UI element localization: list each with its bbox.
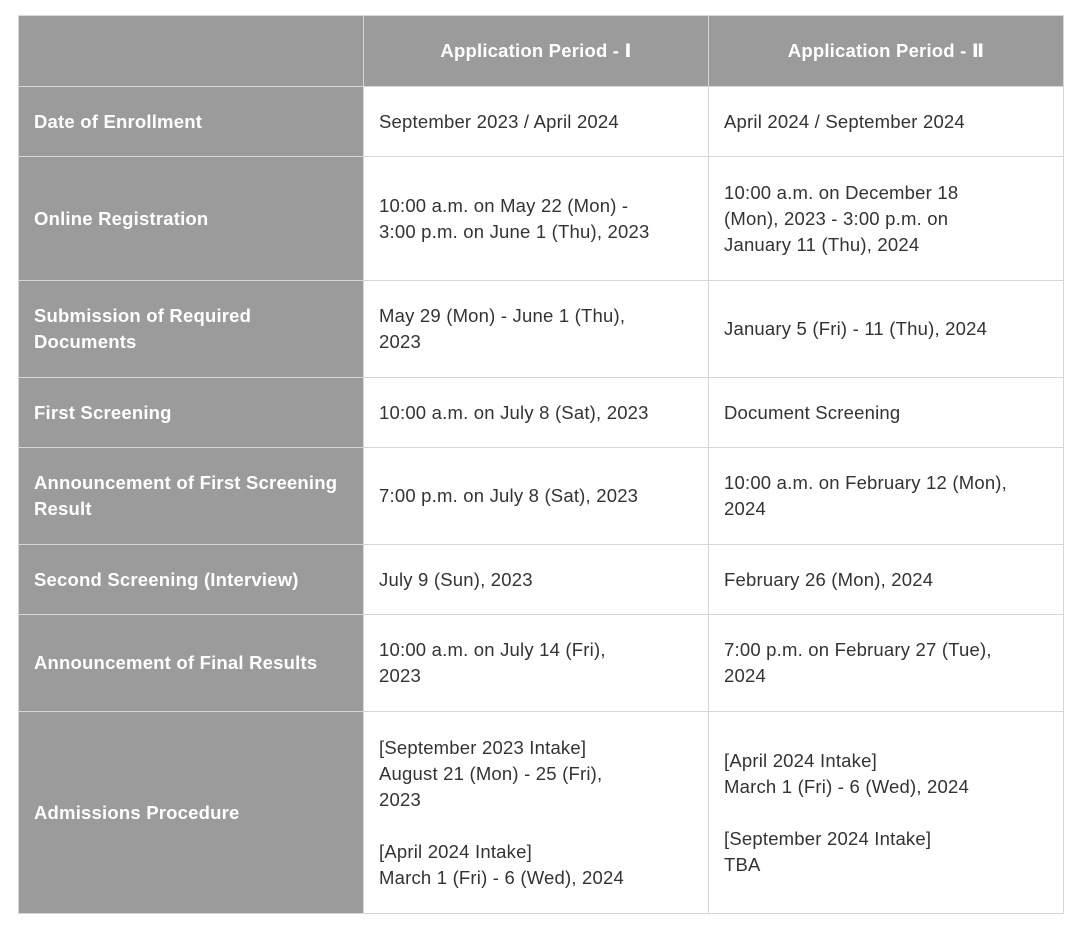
- cell-line: May 29 (Mon) - June 1 (Thu),: [379, 305, 626, 326]
- table-body: [19, 87, 1064, 914]
- cell-line: 10:00 a.m. on February 12 (Mon),: [724, 472, 1008, 493]
- cell-line: 7:00 p.m. on February 27 (Tue),: [724, 639, 992, 660]
- cell-line: January 11 (Thu), 2024: [724, 233, 920, 255]
- table-row: [19, 281, 1064, 378]
- row-label: Announcement of Final Results: [19, 615, 364, 712]
- cell-line: Document Screening: [724, 401, 901, 423]
- schedule-table: [18, 15, 1064, 914]
- header-corner-cell: [19, 16, 364, 87]
- cell-line: April 2024 / September 2024: [724, 110, 965, 132]
- period-1-cell: [364, 448, 709, 545]
- period-2-cell: [709, 712, 1064, 914]
- period-2-cell: [709, 545, 1064, 615]
- table-row: [19, 545, 1064, 615]
- period-2-cell: [709, 615, 1064, 712]
- table-row: [19, 378, 1064, 448]
- period-1-cell: [364, 157, 709, 281]
- line-gap: [379, 813, 693, 839]
- table-row: [19, 157, 1064, 281]
- cell-line: 7:00 p.m. on July 8 (Sat), 2023: [379, 485, 639, 506]
- cell-line: August 21 (Mon) - 25 (Fri),: [379, 762, 603, 784]
- cell-line: 2024: [724, 498, 766, 519]
- cell-line: TBA: [724, 853, 761, 875]
- table-row: [19, 448, 1064, 545]
- period-2-cell: [709, 378, 1064, 448]
- cell-line: [September 2023 Intake]: [379, 736, 587, 758]
- period-1-cell: [364, 378, 709, 448]
- row-label: Admissions Procedure: [19, 712, 364, 914]
- cell-line: 2023: [379, 331, 421, 352]
- cell-line: March 1 (Fri) - 6 (Wed), 2024: [379, 866, 624, 888]
- period-2-cell: [709, 157, 1064, 281]
- table-row: [19, 87, 1064, 157]
- period-1-cell: [364, 545, 709, 615]
- period-1-cell: [364, 281, 709, 378]
- cell-line: 10:00 a.m. on December 18: [724, 181, 959, 203]
- cell-line: [April 2024 Intake]: [724, 749, 877, 771]
- period-2-cell: [709, 281, 1064, 378]
- cell-line: July 9 (Sun), 2023: [379, 568, 533, 590]
- cell-line: [September 2024 Intake]: [724, 827, 932, 849]
- cell-line: 2024: [724, 665, 766, 686]
- row-label: Online Registration: [19, 157, 364, 281]
- table-header-row: [19, 16, 1064, 87]
- table-row: [19, 615, 1064, 712]
- cell-line: September 2023 / April 2024: [379, 110, 619, 132]
- cell-line: 10:00 a.m. on July 14 (Fri),: [379, 639, 606, 660]
- cell-line: 3:00 p.m. on June 1 (Thu), 2023: [379, 220, 650, 242]
- row-label: Second Screening (Interview): [19, 545, 364, 615]
- header-period-2: Application Period - Ⅱ: [709, 16, 1064, 87]
- period-2-cell: [709, 87, 1064, 157]
- header-period-1: Application Period - Ⅰ: [364, 16, 709, 87]
- cell-line: 10:00 a.m. on July 8 (Sat), 2023: [379, 401, 649, 423]
- table-row: [19, 712, 1064, 914]
- cell-line: [April 2024 Intake]: [379, 840, 532, 862]
- row-label: Submission of Required Documents: [19, 281, 364, 378]
- cell-line: (Mon), 2023 - 3:00 p.m. on: [724, 207, 949, 229]
- period-2-cell: [709, 448, 1064, 545]
- row-label: Announcement of First Screening Result: [19, 448, 364, 545]
- cell-line: 2023: [379, 665, 421, 686]
- cell-line: March 1 (Fri) - 6 (Wed), 2024: [724, 775, 969, 797]
- line-gap: [724, 800, 1048, 826]
- cell-line: January 5 (Fri) - 11 (Thu), 2024: [724, 318, 988, 339]
- cell-line: 10:00 a.m. on May 22 (Mon) -: [379, 194, 629, 216]
- row-label: First Screening: [19, 378, 364, 448]
- period-1-cell: [364, 615, 709, 712]
- period-1-cell: [364, 87, 709, 157]
- period-1-cell: [364, 712, 709, 914]
- row-label: Date of Enrollment: [19, 87, 364, 157]
- cell-line: February 26 (Mon), 2024: [724, 568, 934, 590]
- cell-line: 2023: [379, 788, 421, 810]
